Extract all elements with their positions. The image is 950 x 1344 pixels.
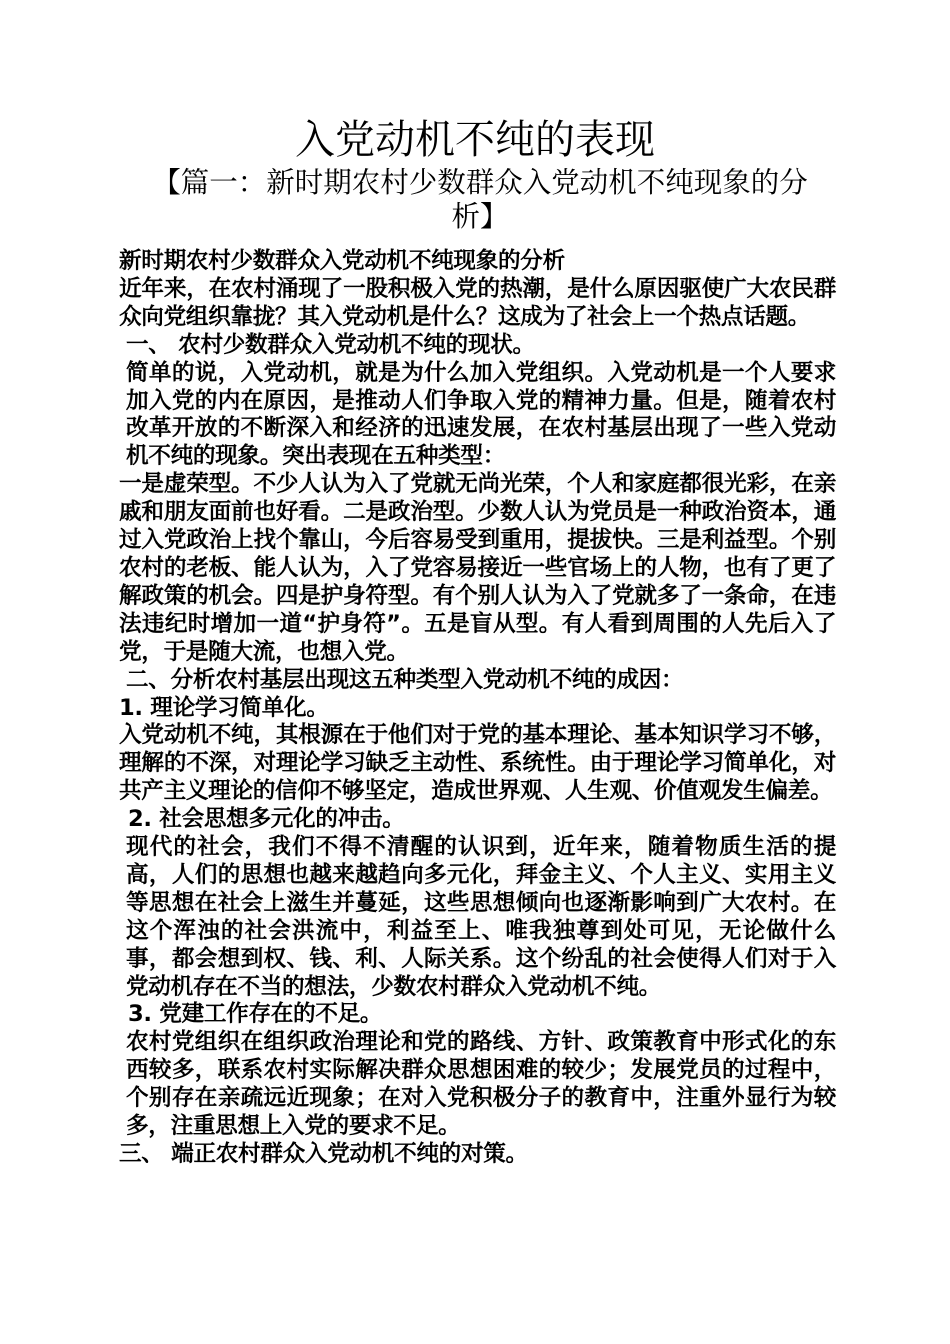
paragraph: 入党动机不纯，其根源在于他们对于党的基本理论、基本知识学习不够，理解的不深，对理论学习缺乏主动性、系统性。由于理论学习简单化，对共产主义理论的信仰不够坚定，造成世界观、人生观、价值观发生偏差。	[119, 722, 836, 805]
document-title: 入党动机不纯的表现	[295, 117, 655, 163]
document-subtitle: 【篇一：新时期农村少数群众入党动机不纯现象的分析】	[152, 166, 808, 233]
section-heading: 一、 农村少数群众入党动机不纯的现状。	[126, 331, 535, 358]
subsection-heading: 2. 社会思想多元化的冲击。	[128, 806, 405, 833]
subsection-heading: 1. 理论学习简单化。	[119, 694, 329, 721]
paragraph: 近年来，在农村涌现了一股积极入党的热潮，是什么原因驱使广大农民群众向党组织靠拢？其入党动机是什么？这成为了社会上一个热点话题。	[119, 275, 836, 330]
subsection-heading: 3. 党建工作存在的不足。	[128, 1001, 383, 1028]
paragraph: 简单的说，入党动机，就是为什么加入党组织。入党动机是一个人要求加入党的内在原因，是推动人们争取入党的精神力量。但是，随着农村改革开放的不断深入和经济的迅速发展，在农村基层出现了一些入党动机不纯的现象。突出表现在五种类型：	[126, 359, 836, 470]
section-heading: 新时期农村少数群众入党动机不纯现象的分析	[119, 248, 565, 274]
section-heading: 二、分析农村基层出现这五种类型入党动机不纯的成因：	[126, 666, 684, 693]
paragraph: 农村党组织在组织政治理论和党的路线、方针、政策教育中形式化的东西较多，联系农村实际解决群众思想困难的较少；发展党员的过程中，个别存在亲疏远近现象；在对入党积极分子的教育中，注重外显行为较多，注重思想上入党的要求不足。	[126, 1029, 836, 1140]
document-body	[114, 248, 836, 1169]
paragraph: 现代的社会，我们不得不清醒的认识到，近年来，随着物质生活的提高，人们的思想也越来越趋向多元化，拜金主义、个人主义、实用主义等思想在社会上滋生并蔓延，这些思想倾向也逐渐影响到广大农村。在这个浑浊的社会洪流中，利益至上、唯我独尊到处可见，无论做什么事，都会想到权、钱、利、人际关系。这个纷乱的社会使得人们对于入党动机存在不当的想法，少数农村群众入党动机不纯。	[126, 834, 836, 1000]
section-heading: 三、 端正农村群众入党动机不纯的对策。	[119, 1141, 528, 1167]
paragraph: 一是虚荣型。不少人认为入了党就无尚光荣，个人和家庭都很光彩，在亲戚和朋友面前也好看。二是政治型。少数人认为党员是一种政治资本，通过入党政治上找个靠山，今后容易受到重用，提拔快。三是利益型。个别农村的老板、能人认为，入了党容易接近一些官场上的人物，也有了更了解政策的机会。四是护身符型。有个别人认为入了党就多了一条命，在违法违纪时增加一道“护身符”。五是盲从型。有人看到周围的人先后入了党，于是随大流，也想入党。	[119, 471, 836, 665]
